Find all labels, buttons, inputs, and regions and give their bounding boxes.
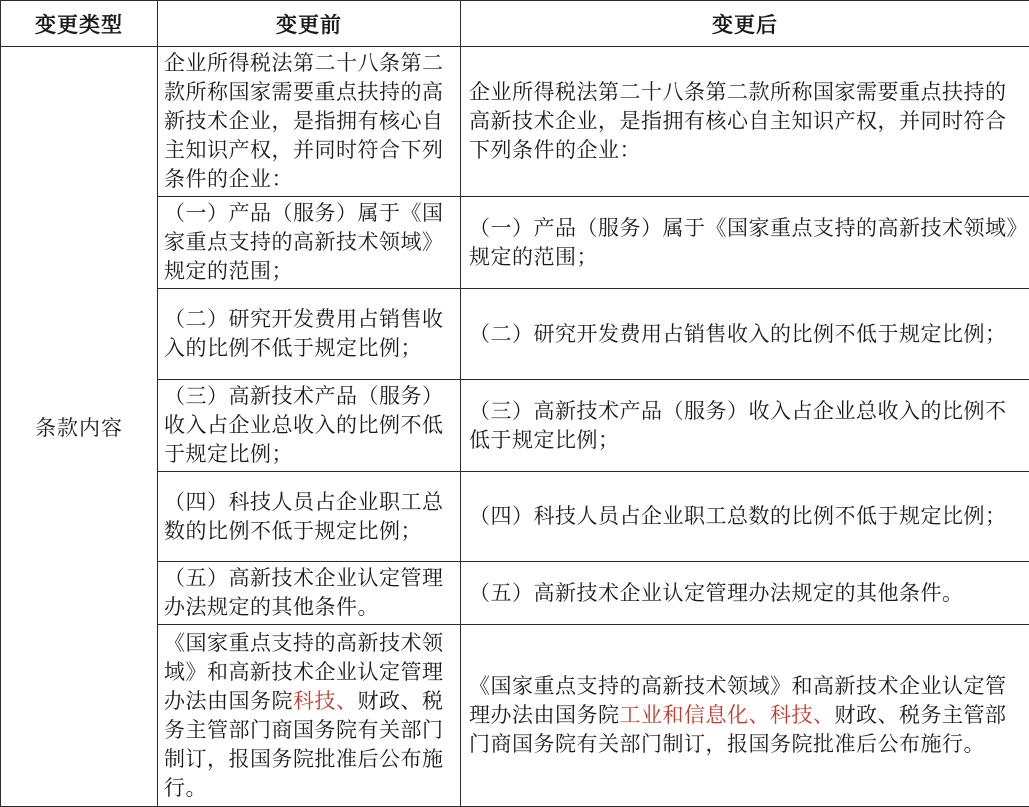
after-cell bbox=[461, 625, 1029, 807]
after-cell: 企业所得税法第二十八条第二款所称国家需要重点扶持的高新技术企业，是指拥有核心自主知识产权，并同时符合下列条件的企业： bbox=[461, 47, 1029, 197]
table-row bbox=[1, 47, 1029, 197]
before-cell: （四）科技人员占企业职工总数的比例不低于规定比例； bbox=[158, 472, 461, 562]
before-highlight: 科技、 bbox=[293, 689, 358, 713]
before-cell bbox=[158, 625, 461, 807]
after-cell: （四）科技人员占企业职工总数的比例不低于规定比例； bbox=[461, 472, 1029, 562]
after-cell: （一）产品（服务）属于《国家重点支持的高新技术领域》规定的范围； bbox=[461, 197, 1029, 289]
before-cell: （三）高新技术产品（服务）收入占企业总收入的比例不低于规定比例； bbox=[158, 380, 461, 472]
header-after: 变更后 bbox=[461, 1, 1029, 47]
change-type-cell: 条款内容 bbox=[1, 47, 158, 807]
before-text-b: 财政、税务主管部门商国务院有关部门制订，报国务院批准后公布施行。 bbox=[164, 689, 444, 800]
header-row bbox=[1, 1, 1029, 47]
header-type: 变更类型 bbox=[1, 1, 158, 47]
before-cell: （五）高新技术企业认定管理办法规定的其他条件。 bbox=[158, 562, 461, 625]
after-cell: （五）高新技术企业认定管理办法规定的其他条件。 bbox=[461, 562, 1029, 625]
after-cell: （二）研究开发费用占销售收入的比例不低于规定比例； bbox=[461, 289, 1029, 380]
before-text-a: 《国家重点支持的高新技术领域》和高新技术企业认定管理办法由国务院 bbox=[164, 631, 444, 713]
after-text-a: 《国家重点支持的高新技术领域》和高新技术企业认定管理办法由国务院 bbox=[469, 674, 1007, 727]
after-text-b: 财政、税务主管部门商国务院有关部门制订，报国务院批准后公布施行。 bbox=[469, 703, 1007, 756]
before-cell: （二）研究开发费用占销售收入的比例不低于规定比例； bbox=[158, 289, 461, 380]
after-cell: （三）高新技术产品（服务）收入占企业总收入的比例不低于规定比例； bbox=[461, 380, 1029, 472]
before-cell: （一）产品（服务）属于《国家重点支持的高新技术领域》规定的范围； bbox=[158, 197, 461, 289]
after-highlight: 工业和信息化、科技、 bbox=[620, 703, 835, 727]
before-cell: 企业所得税法第二十八条第二款所称国家需要重点扶持的高新技术企业，是指拥有核心自主知识产权，并同时符合下列条件的企业： bbox=[158, 47, 461, 197]
header-before: 变更前 bbox=[158, 1, 461, 47]
